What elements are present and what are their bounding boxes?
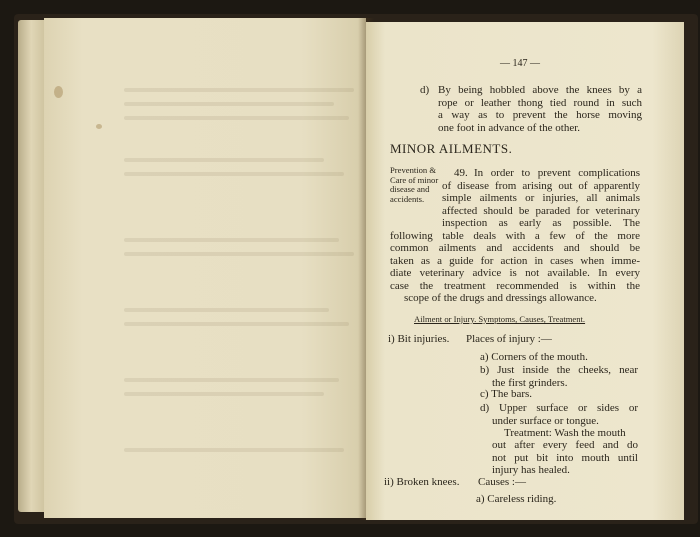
paragraph-line: of disease from arising out of apparently — [442, 179, 640, 192]
ailment-intro: Places of injury :— — [466, 333, 552, 345]
treatment-line: injury has healed. — [492, 464, 570, 476]
item-d-label: d) — [420, 84, 430, 96]
bleed-through-text — [124, 322, 349, 326]
ailment-intro: Causes :— — [478, 476, 526, 488]
bleed-through-text — [124, 102, 334, 106]
bleed-through-text — [124, 308, 329, 312]
ailment-item: b) Just inside the cheeks, near — [480, 364, 638, 376]
paragraph-line: scope of the drugs and dressings allowance. — [404, 292, 597, 304]
left-page — [44, 18, 366, 518]
bleed-through-text — [124, 88, 354, 92]
bleed-through-text — [124, 448, 344, 452]
treatment-line: not put bit into mouth until — [492, 451, 638, 464]
ailment-item: the first grinders. — [492, 376, 568, 389]
paper-stain — [96, 124, 102, 129]
ailment-item: under surface or tongue. — [492, 414, 599, 427]
bleed-through-text — [124, 378, 339, 382]
margin-note: Prevention & Care of minor disease and accidents. — [390, 165, 439, 204]
bleed-through-text — [124, 392, 324, 396]
paragraph-line: taken as a guide for action in cases when imme- — [390, 254, 640, 267]
ailment-item: d) Upper surface or sides or — [480, 402, 638, 414]
paper-stain — [54, 86, 63, 98]
ailment-item: a) Corners of the mouth. — [480, 351, 588, 363]
treatment-line: out after every feed and do — [492, 439, 638, 451]
section-heading: MINOR AILMENTS. — [390, 141, 513, 156]
table-header: Ailment or Injury. Symptoms, Causes, Treatment. — [414, 314, 586, 324]
bleed-through-text — [124, 238, 339, 242]
paragraph-line: simple ailments or injuries, all animals — [442, 192, 640, 204]
bleed-through-text — [124, 116, 349, 120]
paragraph-line: following table deals with a few of the more — [390, 229, 640, 242]
paragraph-line: In order to prevent complications — [474, 167, 640, 179]
item-d-line: a way as to prevent the horse moving — [438, 109, 642, 121]
paragraph-line: diate veterinary advice is not available. In every — [390, 267, 640, 279]
paragraph-number: 49. — [454, 167, 468, 179]
bleed-through-text — [124, 252, 354, 256]
item-d-line: one foot in advance of the other. — [438, 121, 581, 134]
treatment-line: Treatment: Wash the mouth — [504, 426, 626, 439]
bleed-through-text — [124, 158, 324, 162]
paragraph-line: affected should be paraded for veterinary — [442, 204, 640, 217]
ailment-item: a) Careless riding. — [476, 493, 557, 505]
bleed-through-text — [124, 172, 344, 176]
item-d-line: By being hobbled above the knees by a — [438, 84, 642, 96]
paragraph-line: case the treatment recommended is within the — [390, 279, 640, 292]
right-page — [366, 22, 684, 520]
ailment-item: c) The bars. — [480, 388, 533, 400]
ailment-label: i) Bit injuries. — [388, 333, 450, 345]
page-number: — 147 — — [500, 58, 540, 69]
ailment-label: ii) Broken knees. — [384, 476, 460, 488]
paragraph-line: common ailments and accidents and should be — [390, 242, 640, 254]
paragraph-line: inspection as early as possible. The — [442, 217, 640, 229]
item-d-line: rope or leather thong tied round in such — [438, 96, 642, 109]
